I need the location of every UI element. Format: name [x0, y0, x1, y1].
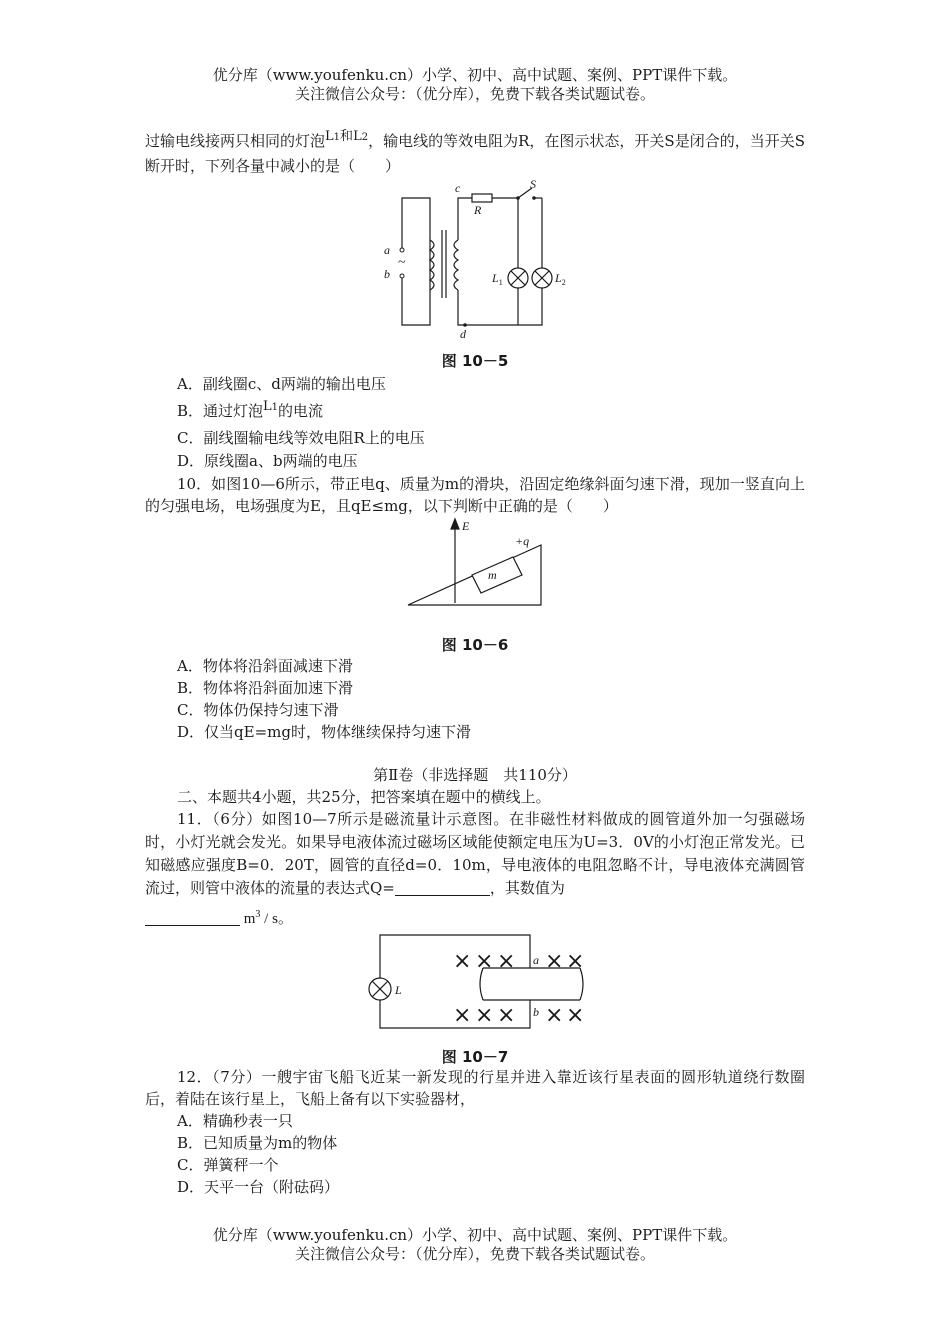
q12-stem: 12．（7分）一艘宇宙飞船飞近某一新发现的行星并进入靠近该行星表面的圆形轨道绕行数圈后，着陆在该行星上，飞船上备有以下实验器材， — [145, 1068, 805, 1108]
section-2-intro: 二、本题共4小题，共25分，把答案填在题中的横线上。 — [177, 788, 551, 806]
figure-10-6-caption: 图 10－6 — [441, 636, 509, 654]
header-line-1: 优分库（www.youfenku.cn）小学、初中、高中试题、案例、PPT课件下载。 — [212, 66, 738, 84]
q9-option-b: B．通过灯泡L1的电流 — [177, 399, 324, 420]
label-L1: $L_1$ — [492, 271, 503, 287]
q9-stem: 过输电线接两只相同的灯泡L1和L2，输电线的等效电阻为R，在图示状态，开关S是闭合的，当开关S断开时，下列各量中减小的是（ ） — [145, 129, 805, 175]
label-d: d — [460, 327, 466, 340]
q9-option-a: A．副线圈c、d两端的输出电压 — [177, 375, 386, 393]
q10-option-b: B．物体将沿斜面加速下滑 — [177, 679, 354, 697]
svg-text:×: × — [453, 949, 472, 974]
label-a: a — [533, 953, 539, 967]
label-c: c — [455, 181, 461, 195]
q10-stem: 10．如图10—6所示，带正电q、质量为m的滑块，沿固定绝缘斜面匀速下滑，现加一竖直向上的匀强电场，电场强度为E，且qE≤mg，以下判断中正确的是（ ） — [145, 475, 805, 515]
q10-option-d: D．仅当qE=mg时，物体继续保持匀速下滑 — [177, 723, 471, 741]
q12-option-c: C．弹簧秤一个 — [177, 1156, 279, 1174]
svg-text:×: × — [566, 1003, 585, 1028]
label-b: b — [533, 1005, 539, 1019]
q10-option-c: C．物体仍保持匀速下滑 — [177, 701, 339, 719]
footer-line-2: 关注微信公众号：（优分库），免费下载各类试题试卷。 — [294, 1245, 655, 1263]
q11-answer-blank-2[interactable] — [145, 909, 240, 926]
magnetic-field-crosses — [453, 949, 584, 1028]
figure-10-6-incline — [405, 515, 550, 610]
svg-text:×: × — [497, 1003, 516, 1028]
label-R: R — [474, 203, 482, 217]
q9-option-c: C．副线圈输电线等效电阻R上的电压 — [177, 429, 425, 447]
footer-line-1: 优分库（www.youfenku.cn）小学、初中、高中试题、案例、PPT课件下载。 — [212, 1226, 738, 1244]
q11-answer-blank-1[interactable] — [395, 879, 490, 896]
label-L: L — [395, 983, 402, 997]
q9-L1: L1和L2 — [325, 129, 369, 144]
header-line-2: 关注微信公众号：（优分库），免费下载各类试题试卷。 — [294, 85, 655, 103]
svg-text:×: × — [453, 1003, 472, 1028]
label-b: b — [384, 267, 390, 281]
figure-10-5-circuit — [370, 180, 580, 340]
label-ac-source: ~ — [398, 255, 406, 270]
figure-10-7-flowmeter — [365, 930, 595, 1030]
svg-text:×: × — [566, 949, 585, 974]
svg-text:×: × — [475, 949, 494, 974]
figure-10-5-caption: 图 10－5 — [441, 352, 509, 370]
label-a: a — [384, 243, 390, 257]
label-m: m — [488, 568, 497, 582]
section-2-title: 第Ⅱ卷（非选择题 共110分） — [373, 766, 577, 784]
label-L2: $L_2$ — [555, 271, 566, 287]
q11-second-line: $m^3$ / s。 — [145, 904, 805, 930]
label-E: E — [462, 519, 470, 533]
svg-text:×: × — [545, 1003, 564, 1028]
label-S: S — [530, 180, 536, 191]
q11-stem: 11．（6分）如图10—7所示是磁流量计示意图。在非磁性材料做成的圆管道外加一匀强磁场时，小灯光就会发光。如果导电液体流过磁场区域能使额定电压为U=3．0V的小灯泡正常发光。已知磁感应强度B=0．20T，圆管的直径d=0．10m，导电液体的电阻忽略不计，导电液体充满圆管流过，则管中液体的流量的表达式Q= ，其数值为 — [145, 810, 805, 897]
label-q: +q — [515, 534, 530, 548]
svg-text:×: × — [475, 1003, 494, 1028]
q12-option-b: B．已知质量为m的物体 — [177, 1134, 338, 1152]
q12-option-a: A．精确秒表一只 — [177, 1112, 293, 1130]
q9-option-d: D．原线圈a、b两端的电压 — [177, 452, 358, 470]
page-header — [0, 66, 950, 104]
page-footer — [0, 1226, 950, 1264]
q12-option-d: D．天平一台（附砝码） — [177, 1178, 340, 1196]
svg-text:×: × — [497, 949, 516, 974]
q10-option-a: A．物体将沿斜面减速下滑 — [177, 657, 353, 675]
figure-10-7-caption: 图 10－7 — [441, 1048, 509, 1066]
svg-text:×: × — [545, 949, 564, 974]
